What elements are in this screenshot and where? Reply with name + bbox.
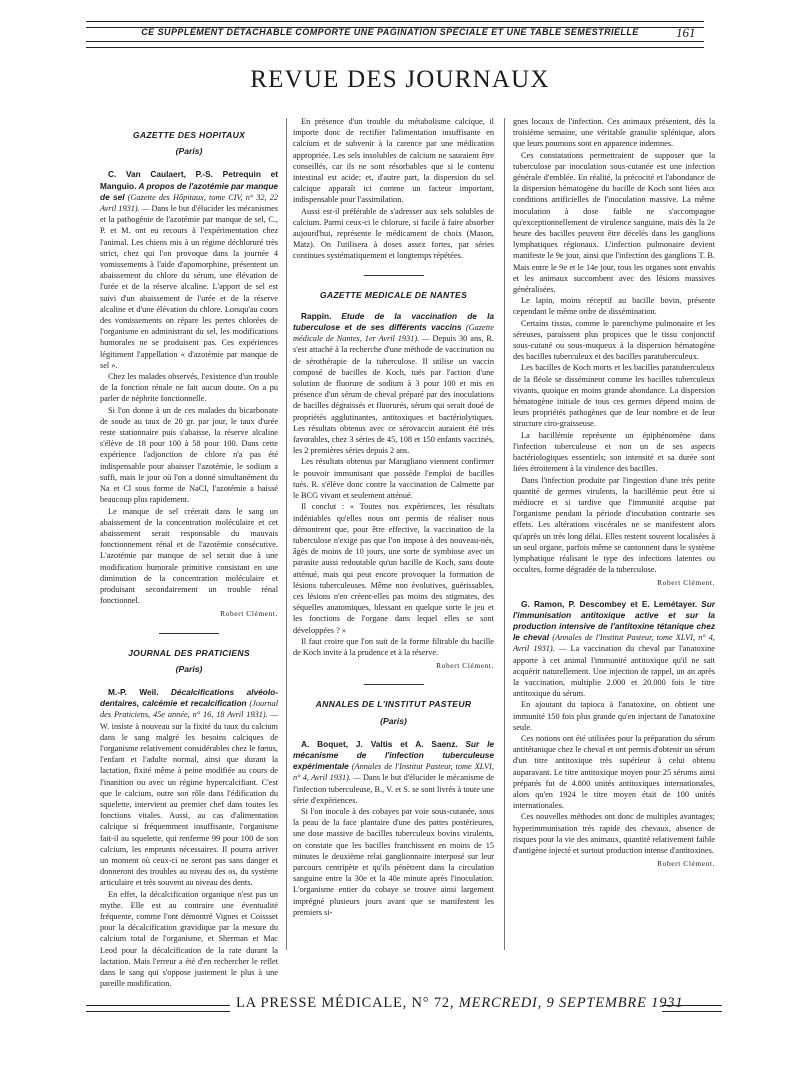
- footer-date: MERCREDI, 9 SEPTEMBRE 1931: [458, 995, 684, 1011]
- article-paragraph: gnes locaux de l'infection. Ces animaux présentent, dès la troisième semaine, une véritable granulie splénique, alors que leurs poumons sont en apparence indemnes.: [513, 117, 715, 149]
- article-paragraph: Si l'on donne à un de ces malades du bicarbonate de soude au taux de 20 gr. par jour, le taux d'urée reste stationnaire puis s'abaisse, la réserve alcaline s'élève de 18 pour 100 à 58 pour 100. Dans cette expérience l'adjonction de chlore n'a pas été indispensable pour abaisser l'azotémie, le sodium a suffi, mais le jour où l'on a donné simultanément du Na et Cl sous forme de NaCl, l'azotémie a baissé beaucoup plus rapidement.: [100, 405, 278, 505]
- signature: Robert Clément.: [657, 578, 715, 588]
- article-paragraph: Dans l'infection produite par l'ingestion d'une très petite quantité de germes virulents, la bacillémie peut être si médiocre et si tardive que l'immunité acquise par l'organisme pendant la période d'incubation contrarie ses effets. Les altérations viscérales ne se manifestent alors qu'après un très long délai. Elles restent souvent localisées à un seul organe, parfois même se cantonnent dans le système lymphatique réalisant le type des infections latentes ou occultes, forme dégradée de la tuberculose.: [513, 475, 715, 575]
- article-paragraph: En ajoutant du tapioca à l'anatoxine, on obtient une immunité 150 fois plus grande qu'en injectant de l'anatoxine seule.: [513, 700, 715, 732]
- journal-reference: (Annales de l'Institut Pasteur, tome XLVI, n° 4, Avril 1931). —: [513, 633, 716, 654]
- page-title: REVUE DES JOURNAUX: [250, 66, 550, 93]
- signature: Robert Clément.: [220, 609, 278, 619]
- section-heading: GAZETTE MEDICALE DE NANTES: [319, 289, 468, 300]
- article-paragraph: Aussi est-il préférable de s'adresser aux sels solubles de calcium. Parmi ceux-ci le chlorure, si facile à faire absorber aujourd'hui, représente le médicament de choix (Mason, Matz). On l'utilisera à doses assez fortes, par séries continues systématiquement et longtemps répétées.: [293, 206, 494, 261]
- section-city: (Paris): [380, 715, 407, 726]
- article-paragraph: Le manque de sel créerait dans le sang un abaissement de la concentration moléculaire et cet abaissement serait responsable du mauvais fonctionnement rénal et de l'azotémie consécutive. L'azotémie par manque de sel serait due à une modification humorale primitive consistant en une diminution de la concentration moléculaire et produisant secondairement un trouble rénal fonctionnel.: [100, 506, 278, 606]
- column-middle: [293, 116, 494, 954]
- footer-rule-right: [662, 1005, 722, 1012]
- article-intro: [513, 599, 715, 700]
- column-right: [513, 116, 715, 954]
- article-paragraph: Le lapin, moins réceptif au bacille bovin, présente cependant le même ordre de dissémination.: [513, 296, 715, 317]
- section-heading: GAZETTE DES HOPITAUX: [132, 130, 246, 140]
- article-paragraph: Si l'on inocule à des cobayes par voie sous-cutanée, sous la peau de la face plantaire d'une des pattes postérieures, une dose massive de bacilles tuberculeux bovins virulents, on constate que les bacilles franchissent en moins de 15 minutes le deuxième relai ganglionnaire interposé sur leur parcours centripète et qu'ils pénètrent dans la circulation sanguine entre la 30e et la 40e minute après l'inoculation. L'organisme entier du cobaye se trouve ainsi largement imprégné plusieurs jours avant que se manifestent les premiers si-: [293, 806, 494, 917]
- article-paragraph: Dans le but d'élucider les mécanismes et la pathogénie de l'azotémie par manque de sel, C., P. et M. ont eu recours à l'expérimentation chez l'animal. Les chiens mis à un régime déchloruré très strict, chez qui l'on provoque dans la journée 4 vomissements à l'aide d'apomorphine, présentent un abaissement du chlore du sérum, une élévation de l'urée et de la réserve alcaline. L'apport de sel est suivi d'un abaissement de l'urée et de la réserve alcaline et d'une élévation du chlore. Lorsqu'au cours des vomissements on répare les pertes chlorées de l'organisme en administrant du sel, les modifications humorales ne se produisent pas. Ces expériences légitiment l'appellation « d'azotémie par manque de sel ».: [100, 204, 279, 370]
- footer-publication: LA PRESSE MÉDICALE,: [236, 995, 408, 1011]
- article-intro: [293, 311, 494, 457]
- article-paragraph: Ces notions ont été utilisées pour la préparation du sérum antitétanique chez le cheval et ont permis d'obtenir un sérum d'un titre antitoxique très supérieur à celui obtenu auparavant. Le titre antitoxique moyen pour 25 sérums ainsi préparés fut de 4.800 unités antitoxiques internationales, alors qu'en 1924 le titre moyen était de 100 unités internationales.: [513, 733, 715, 811]
- supplement-notice: CE SUPPLÉMENT DÉTACHABLE COMPORTE UNE PAGINATION SPÉCIALE ET UNE TABLE SEMESTRIELLE: [141, 27, 639, 37]
- footer-rule-left: [86, 1005, 230, 1012]
- article-paragraph: Les résultats obtenus par Maragliano viennent confirmer le pouvoir immunisant que possède l'emploi de bacilles tués. R. s'élève donc contre la vaccination de Calmette par le BCG vivant et seulement atténué.: [293, 457, 494, 501]
- signature: Robert Clément.: [436, 661, 494, 671]
- article-intro: [100, 687, 278, 889]
- article-paragraph: La bacillémie représente un épiphénomène dans l'infection tuberculeuse et non un de ses aspects bactériologiques essentiels; son intensité et sa durée sont liées étroitement à la virulence des bacilles.: [513, 430, 715, 474]
- article-paragraph: Dans le but d'élucider le mécanisme de l'infection tuberculeuse, B., V. et S. se sont livrés à toute une série d'expériences.: [293, 773, 494, 805]
- section-separator: [159, 633, 219, 634]
- article-paragraph: En effet, la décalcification organique n'est pas un mythe. Elle est au contraire une éventualité fréquente, comme l'ont démontré Vignes et Coissset pour la décalcification gravidique par la mesure du calcium total de l'organisme, et Sherman et Mac Leod pour la décalcification de la rate durant la lactation. Mais l'erreur a été d'en rechercher le reflet dans le sang qui s'oppose justement le plus à une pareille modification.: [100, 889, 278, 989]
- journal-reference: (Gazette des Hôpitaux, tome CIV, n° 32, 22 Avril 1931). —: [100, 192, 278, 214]
- article-paragraph: Ces constatations permettraient de supposer que la tuberculose par inoculation sous-cutanée est une infection générale d'emblée. En réalité, la précocité et l'abondance de la dispersion hématogène du bacille de Koch sont liées aux conditions artificielles de l'inoculation massive. La même inoculation à dose faible ne s'accompagne qu'exceptionnellement de virulence sanguine, mais dès la 2e heure des bacilles peuvent être décelés dans les ganglions lymphatiques régionaux. L'infection pulmonaire devient manifeste le 9e jour, ainsi que l'infection des ganglions T. B. Mais entre le 9e et le 14e jour, tous les organes sont envahis et les animaux succombent avec des lésions massives généralisées.: [513, 150, 715, 295]
- page-number: 161: [676, 25, 696, 40]
- article-paragraph: W. insiste à nouveau sur la fixité du taux du calcium dans le sang malgré les besoins calciques de l'organisme relativement considérables chez le fœtus, l'enfant et l'adulte normal, ainsi que durant la lactation, fixité même à peine modifiée au cours de l'inanition ou avec un régime hypercalcifiant. C'est que le calcium, outre son rôle dans l'édification du squelette, intervient au premier chef dans toutes les fonctions vitales. Aussi, au cas d'alimentation calcique si fréquemment insuffisante, l'organisme fait-il au squelette, qui renferme 99 pour 100 de son calcium, les emprunts nécessaires. Il pourra arriver un moment où ceux-ci ne seront pas sans danger et donneront des troubles au niveau des os, du système articulaire et très souvent au niveau des dents.: [100, 721, 278, 888]
- article-paragraph: Chez les malades observés, l'existence d'un trouble de la fonction rénale ne fait aucun doute. On a pu parler de néphrite fonctionnelle.: [100, 372, 278, 404]
- header-underline-rule: [86, 41, 704, 48]
- footer-publication-line: [236, 995, 684, 1012]
- article-title: Sur le mécanisme de l'infection tuberculeuse expérimentale: [293, 738, 494, 772]
- article-paragraph: Il conclut : « Toutes nos expériences, les résultats indéniables qu'elles nous ont permis de réaliser nous démontrent que, pour être effective, la vaccination de la tuberculose n'exige pas que l'on impose à des nouveau-nés, âgés de moins de 10 jours, une sorte de symbiose avec un parasite aussi redoutable qu'un bacille de Koch, sans doute atténué, mais qui peut encore provoquer la formation de lésions tuberculeuses. Même non évolutives, guérissables, ces lésions n'en créent-elles pas moins des stigmates, des séquelles anatomiques, blessant en quelque sorte le jeu et les fonctions de l'organe dans lequel elles se sont développées ? »: [293, 502, 494, 635]
- footer-issue: N° 72,: [411, 995, 455, 1011]
- article-paragraph: Certains tissus, comme le parenchyme pulmonaire et les séreuses, paraissent plus propices que le tissu conjonctif sous-cutané ou sous-muqueux à la dispersion hématogène des bacilles tuberculeux et des bacilles paratuberculeux.: [513, 318, 715, 362]
- article-title: Décalcifications alvéolo-dentaires, calcémie et recalcification: [100, 686, 279, 709]
- article-title: Etude de la vaccination de la tuberculose et de ses différents vaccins: [293, 310, 494, 333]
- section-separator: [364, 684, 424, 685]
- section-heading: JOURNAL DES PRATICIENS: [128, 647, 250, 658]
- journal-reference: (Gazette médicale de Nantes, 1er Avril 1931). —: [293, 323, 494, 344]
- article-paragraph: La vaccination du cheval par l'anatoxine apporte à cet animal l'immunité antitoxique qu'il ne sait acquérir naturellement. Une injection de rappel, un an après la vaccination, multiplie 2.000 et 20.000 fois le titre antitoxique du sérum.: [513, 644, 715, 699]
- section-separator: [364, 275, 424, 276]
- signature: Robert Clément.: [657, 859, 715, 869]
- article-authors: M.-P. Weil.: [108, 686, 159, 697]
- article-authors: C. Van Caulaert, P.-S. Petrequin et Manguio.: [100, 169, 278, 191]
- article-paragraph: Depuis 30 ans, R. s'est attaché à la recherche d'une méthode de vaccination ou de sérothérapie de la tuberculose. Il utilise un vaccin composé de bacilles de Koch, tués par l'action d'une solution de fluorure de sodium à 3 pour 100 et mis en présence d'un sérum de cheval préparé par des inoculations de bacilles dégraissés et fluorurés, sérum qui serait doué de propriétés agglutinantes, antitoxiques et bactériolytiques. Les résultats obtenus avec ce sérovaccin auraient été très favorables, chez 3 séries de 45, 108 et 150 enfants vaccinés, les 2 premières séries depuis 2 ans.: [293, 334, 494, 456]
- article-intro: [100, 169, 278, 371]
- article-paragraph: Ces nouvelles méthodes ont donc de multiples avantages; hyperimmunisation très rapide des chevaux, absence de risques pour la vie des animaux, quantité relativement faible d'antigène injecté et surtout production intense d'antitoxines.: [513, 812, 715, 855]
- section-heading: ANNALES DE L'INSTITUT PASTEUR: [315, 699, 472, 710]
- column-divider: [504, 118, 505, 950]
- article-paragraph: Les bacilles de Koch morts et les bacilles paratuberculeux de la fléole se disséminent comme les bacilles tuberculeux vivants, quoique en moins grande abondance. La dispersion hématogène initiale de tous ces germes dépend moins de leurs propriétés pathogènes que de leur nombre et de leur structure ciro-graisseuse.: [513, 363, 715, 429]
- column-left: [100, 116, 279, 989]
- column-divider: [286, 118, 287, 950]
- article-title: Sur l'immunisation antitoxique active et sur la production intensive de l'antitoxine tétanique chez le cheval: [513, 598, 715, 643]
- article-paragraph: En présence d'un trouble du métabolisme calcique, il importe donc de rectifier l'alimentation insuffisante en calcium et de subvenir à la carence par une médication appropriée. Les sels insolubles de calcium ne sauraient être conseillés, car ils ne sont résorbables que si le contenu intestinal est acide; et, d'autre part, la dispersion du sel calcique apparaît ici comme un facteur important, indispensable pour l'assimilation.: [293, 117, 494, 205]
- article-authors: Rappin.: [301, 310, 332, 321]
- journal-reference: (Annales de l'Institut Pasteur, tome XLVI, n° 4, Avril 1931). —: [293, 762, 494, 783]
- section-city: (Paris): [175, 146, 203, 157]
- article-authors: G. Ramon, P. Descombey et E. Lemétayer.: [521, 598, 698, 609]
- section-city: (Paris): [175, 663, 203, 674]
- article-title: A propos de l'azotémie par manque de sel: [100, 180, 279, 202]
- journal-reference: (Journal des Praticiens, 45e année, n° 16, 18 Avril 1931). —: [100, 699, 278, 720]
- article-authors: A. Boquet, J. Valtis et A. Saenz.: [301, 738, 458, 749]
- spacer: [513, 589, 715, 599]
- article-paragraph: Il faut croire que l'on suit de la forme filtrable du bacille de Koch invite à la prudence et à la réserve.: [293, 636, 494, 657]
- article-intro: [293, 739, 494, 806]
